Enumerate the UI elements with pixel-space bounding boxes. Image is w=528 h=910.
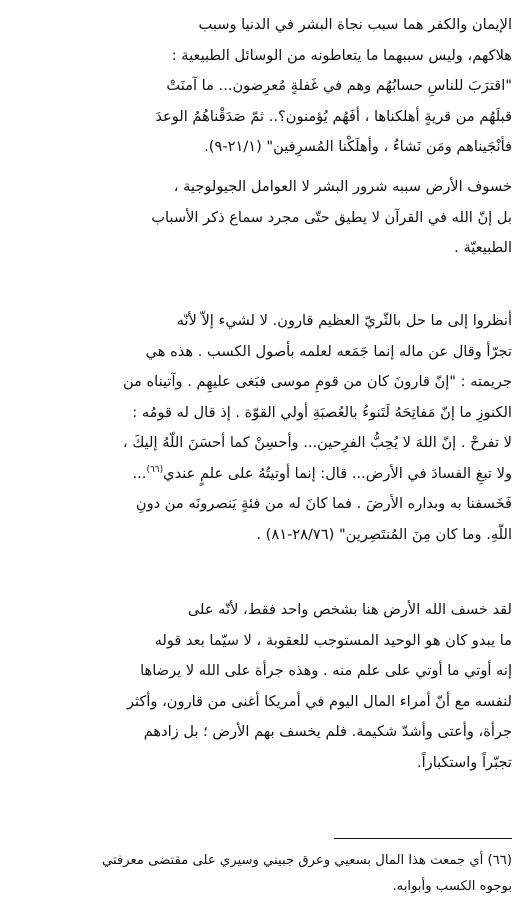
text-line: ولا تبغِ الفسادَ في الأرض... قال: إنما أوتيتُهُ على علمٍ عندي$^{(٦٦)}$... (132, 464, 512, 482)
text-line: إنه أوتي ما أوتي على علم منه . وهذه جرأة على الله لا يرضاها (140, 662, 512, 679)
text-line: تجرّأ وقال عن ماله إنما جَمَعه لعلمه بأصول الكسب . هذه هي (145, 342, 512, 360)
paragraph-earth-collapse (16, 172, 512, 264)
text-line: لنفسه مع أنّ أمراء المال اليوم في أمريكا أغنى من قارون، وأكثر (126, 692, 512, 710)
text-line: اللّهِ. وما كان مِنَ المُنتَصِرين" (٢٨/٧٦-٨١) . (256, 525, 512, 543)
footnote-line: بوجوه الكسب وأبوابه. (392, 879, 512, 894)
footnote-marker: (٦٦) (146, 464, 164, 475)
text-line: قبلَهُم من قريةٍ أهلكناها ، أفَهُم يُؤمنون؟.. ثمّ صَدَقْناهُمُ الوعدَ (155, 107, 512, 125)
text-line: الكنوزِ ما إنّ مَفاتِحَهُ لَتَنوءُ بالعُصبَةِ أولي القوّة . إذ قال له قومُه : (132, 403, 512, 421)
text-line: جرأة، وأعتى وأشدّ شكيمة. فلم يخسف بهم الأرض ؛ بل زادهم (143, 723, 512, 740)
text-line: "اقترَبَ للناسِ حسابُهُم وهم في غَفلةٍ مُعرِضون... ما آمنَتْ (166, 77, 512, 94)
text-line: جريمته : "إنّ قارونَ كان من قومِ موسى فبَغى عليهِم . وآتيناه من (122, 373, 512, 390)
text-line: تجبّراً واستكباراً. (416, 753, 512, 771)
footnote (16, 848, 512, 900)
book-page (16, 10, 512, 900)
paragraph-faith-and-disbelief (16, 10, 512, 163)
text-line: لا تفرحْ . إنّ اللهَ لا يُحِبُّ الفرِحين... وأحسِنْ كما أحسَنَ اللّهُ إليكَ ، (123, 434, 512, 451)
text-line: الإيمان والكفر هما سبب نجاة البشر في الدنيا وسبب (198, 16, 512, 33)
text-line: أنظروا إلى ما حل بالثّريّ العظيم قارون. لا لشيء إلاّ لأنّه (176, 312, 512, 329)
text-line: بل إنّ الله في القرآن لا يطيق حتّى مجرد سماع ذكر الأسباب (151, 208, 512, 226)
text-line: هلاكهم، وليس سببهما ما يتعاطونه من الوسائل الطبيعية : (171, 46, 512, 64)
footnote-divider (334, 838, 512, 839)
text-line-content: ولا تبغِ الفسادَ في الأرض... قال: إنما أوتيتُهُ على علمٍ عندي (163, 464, 512, 482)
text-line: فَخَسفنا به وبداره الأرضَ . فما كانَ له من فئةٍ يَنصرونَه من دونِ (135, 495, 512, 512)
text-line: خسوف الأرض سببه شرور البشر لا العوامل الجيولوجية ، (173, 178, 512, 195)
text-line: فأنْجَيناهم ومَن نَشاءُ ، وأهلَكْنا المُسرِفين" (٢١/١-٩). (204, 138, 512, 155)
paragraph-modern-wealth (16, 595, 512, 778)
text-line: لقد خسف الله الأرض هنا بشخص واحد فقط، لأنّه على (187, 601, 512, 618)
text-line: ما يبدو كان هو الوحيد المستوجب للعقوبة ، لا سيّما بعد قوله (154, 631, 512, 649)
footnote-line: (٦٦) أي جمعت هذا المال بسعيي وعرق جبيني وسيري على مقتضى معرفتي (101, 853, 512, 868)
text-line: الطبيعيّة . (454, 239, 512, 256)
paragraph-qarun-story (16, 306, 512, 550)
